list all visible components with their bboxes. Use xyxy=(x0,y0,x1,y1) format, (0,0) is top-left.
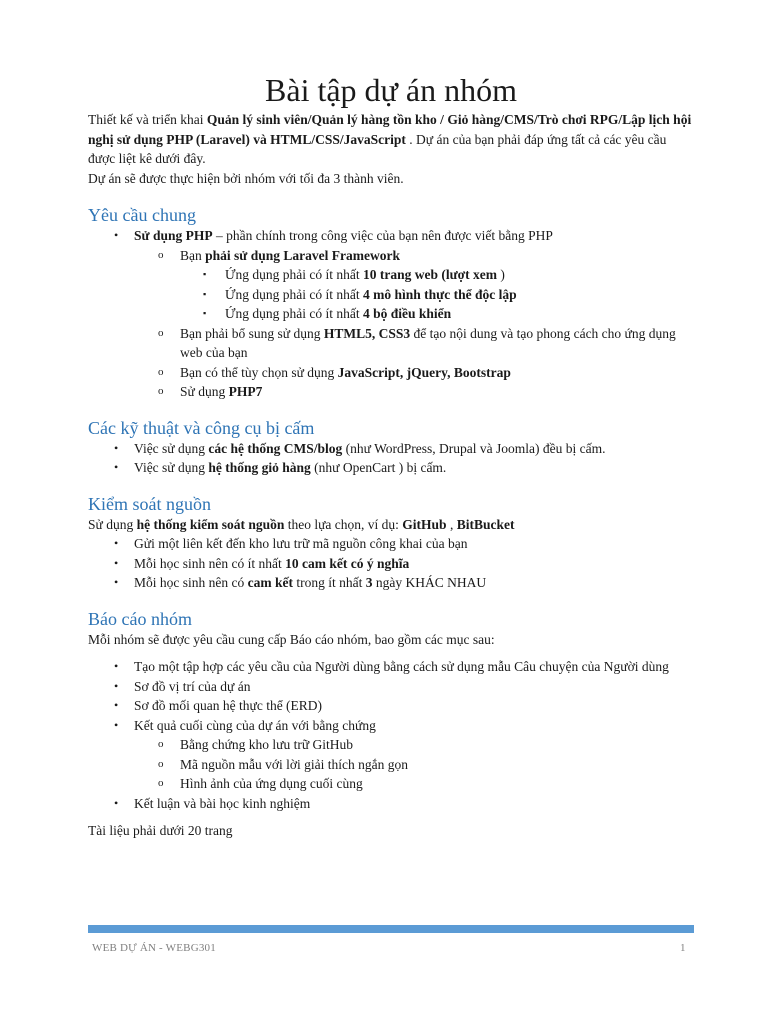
forbidden-tools-list xyxy=(88,439,694,478)
bullet-marker: • xyxy=(114,440,119,455)
intro-team-size: Dự án sẽ được thực hiện bởi nhóm với tối đa 3 thành viên. xyxy=(88,170,404,186)
heading-group-report: Báo cáo nhóm xyxy=(88,608,192,629)
intro-paragraph: Thiết kế và triển khai Quản lý sinh viên/Quản lý hàng tồn kho / Giỏ hàng/CMS/Trò chơi RPG/Lập lịch hội nghị sử dụng PHP (Laravel) và HTML/CSS/JavaScript . Dự án của bạn phải đáp ứng tất cả các yêu cầu được liệt kê dưới đây. xyxy=(88,112,692,166)
list-item: o Bạn phải sử dụng Laravel Framework xyxy=(88,246,694,266)
heading-source-control: Kiểm soát nguồn xyxy=(88,493,211,514)
list-item: • Sơ đồ vị trí của dự án xyxy=(88,677,694,697)
circle-marker: o xyxy=(158,365,164,378)
list-item: • Mỗi học sinh nên có cam kết trong ít nhất 3 ngày KHÁC NHAU xyxy=(88,573,694,593)
bullet-marker: • xyxy=(114,536,119,550)
list-item: ▪ Ứng dụng phải có ít nhất 4 bộ điều khiển xyxy=(88,304,694,324)
bullet-marker: • xyxy=(114,460,119,474)
bullet-marker: • xyxy=(114,795,119,810)
circle-marker: o xyxy=(158,248,164,261)
list-item: o Bạn có thể tùy chọn sử dụng JavaScript, jQuery, Bootstrap xyxy=(88,363,694,383)
bullet-marker: • xyxy=(114,698,119,712)
square-marker: ▪ xyxy=(203,308,207,318)
list-item: o Sử dụng PHP7 xyxy=(88,382,694,402)
bullet-marker: • xyxy=(114,228,119,242)
source-control-list xyxy=(88,534,694,593)
circle-marker: o xyxy=(158,757,164,770)
circle-marker: o xyxy=(158,385,164,397)
circle-marker: o xyxy=(158,777,164,789)
bullet-marker: • xyxy=(114,678,119,693)
list-item: ▪ Ứng dụng phải có ít nhất 10 trang web (lượt xem ) xyxy=(88,265,694,285)
footer-page-number: 1 xyxy=(680,942,686,954)
circle-marker: o xyxy=(158,326,164,339)
list-item: o Hình ảnh của ứng dụng cuối cùng xyxy=(88,774,694,794)
group-report-paragraph: Mỗi nhóm sẽ được yêu cầu cung cấp Báo cáo nhóm, bao gồm các mục sau: xyxy=(88,631,495,647)
general-requirements-list xyxy=(88,226,694,402)
list-item: • Việc sử dụng hệ thống giỏ hàng (như OpenCart ) bị cấm. xyxy=(88,458,694,478)
list-item: o Mã nguồn mẫu với lời giải thích ngắn gọn xyxy=(88,755,694,775)
source-control-paragraph: Sử dụng hệ thống kiểm soát nguồn theo lựa chọn, ví dụ: GitHub , BitBucket xyxy=(88,516,515,532)
list-item: o Bằng chứng kho lưu trữ GitHub xyxy=(88,735,694,755)
circle-marker: o xyxy=(158,738,164,750)
list-item: • Gửi một liên kết đến kho lưu trữ mã nguồn công khai của bạn xyxy=(88,534,694,554)
list-item: • Sơ đồ mối quan hệ thực thể (ERD) xyxy=(88,696,694,716)
square-marker: ▪ xyxy=(203,269,207,279)
group-report-list xyxy=(88,657,694,813)
list-item: • Kết luận và bài học kinh nghiệm xyxy=(88,794,694,814)
list-item: • Kết quả cuối cùng của dự án với bằng chứng xyxy=(88,716,694,736)
heading-forbidden-tools: Các kỹ thuật và công cụ bị cấm xyxy=(88,417,315,438)
list-item: • Tạo một tập hợp các yêu cầu của Người dùng bằng cách sử dụng mẫu Câu chuyện của Người dùng xyxy=(88,657,694,677)
document-page xyxy=(88,0,694,841)
bullet-marker: • xyxy=(114,717,119,732)
list-item: • Việc sử dụng các hệ thống CMS/blog (như WordPress, Drupal và Joomla) đều bị cấm. xyxy=(88,439,694,459)
heading-general-requirements: Yêu cầu chung xyxy=(88,205,196,225)
bullet-marker: • xyxy=(114,555,119,570)
list-item: • Sử dụng PHP – phần chính trong công việc của bạn nên được viết bằng PHP xyxy=(88,226,694,246)
footer-course-label: WEB DỰ ÁN - WEBG301 xyxy=(92,942,216,954)
list-item: o Bạn phải bổ sung sử dụng HTML5, CSS3 để tạo nội dung và tạo phong cách cho ứng dụng web của bạn xyxy=(158,325,676,360)
page-limit-note: Tài liệu phải dưới 20 trang xyxy=(88,823,233,838)
square-marker: ▪ xyxy=(203,288,207,299)
list-item: • Mỗi học sinh nên có ít nhất 10 cam kết có ý nghĩa xyxy=(88,554,694,574)
footer-rule xyxy=(88,925,694,933)
bullet-marker: • xyxy=(114,575,119,589)
document-title: Bài tập dự án nhóm xyxy=(265,72,517,108)
list-item: ▪ Ứng dụng phải có ít nhất 4 mô hình thực thể độc lập xyxy=(88,285,694,305)
bullet-marker: • xyxy=(114,659,119,673)
